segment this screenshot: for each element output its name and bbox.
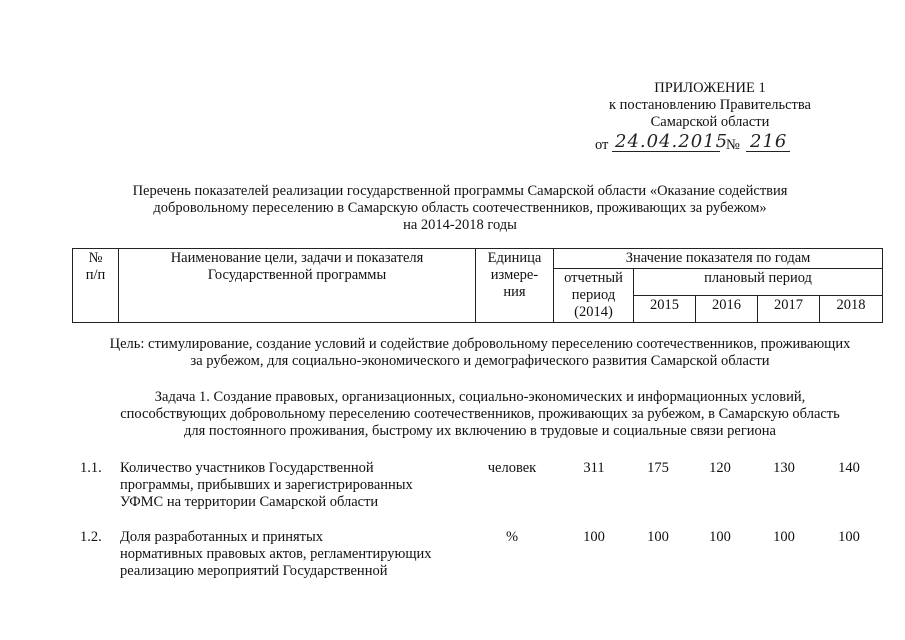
header-year-2018: 2018 <box>820 296 883 323</box>
row-value-2017: 130 <box>773 460 795 476</box>
title-line-2: добровольному переселению в Самарскую область соотечественников, проживающих за рубежом» <box>153 200 767 216</box>
header-reporting-period: отчетный период (2014) <box>554 269 634 323</box>
title-line-3: на 2014-2018 годы <box>403 217 517 233</box>
header-unit-cell: Единица измере- ния <box>476 249 554 323</box>
row-value-2015: 175 <box>647 460 669 476</box>
row-indicator-name: Доля разработанных и принятых нормативных правовых актов, регламентирующих реализацию мероприятий Государственной <box>120 529 432 579</box>
title-line-1: Перечень показателей реализации государственной программы Самарской области «Оказание содействия <box>132 183 788 199</box>
task-text: Задача 1. Создание правовых, организационных, социально-экономических и информационных условий, способствующих добровольному переселению соотечественников, проживающих за рубежом, в Самарскую область для постоянного проживания, быстрому их включению в трудовые и социальные связи региона <box>120 389 840 439</box>
row-unit: % <box>505 529 519 545</box>
appendix-line-1: к постановлению Правительства <box>609 97 811 113</box>
row-number: 1.2. <box>80 529 102 545</box>
header-number-cell: № п/п <box>73 249 119 323</box>
document-title <box>80 183 840 234</box>
handwritten-date: 24.04.2015 <box>615 131 729 152</box>
header-name-cell: Наименование цели, задачи и показателя Государственной программы <box>119 249 476 323</box>
row-value-2014: 100 <box>583 529 605 545</box>
row-number: 1.1. <box>80 460 102 476</box>
row-value-2018: 100 <box>838 529 860 545</box>
appendix-title: ПРИЛОЖЕНИЕ 1 <box>654 80 766 96</box>
header-year-2015: 2015 <box>634 296 696 323</box>
row-value-2017: 100 <box>773 529 795 545</box>
resolution-date-number <box>560 131 860 157</box>
number-label: № <box>726 137 740 153</box>
from-label: от <box>595 137 609 153</box>
row-value-2016: 120 <box>709 460 731 476</box>
indicators-table-header <box>72 248 883 323</box>
appendix-line-2: Самарской области <box>650 114 770 130</box>
appendix-block <box>560 80 860 157</box>
header-year-2016: 2016 <box>696 296 758 323</box>
header-planned-period: плановый период <box>634 269 883 296</box>
handwritten-number: 216 <box>750 131 788 152</box>
row-value-2016: 100 <box>709 529 731 545</box>
row-value-2015: 100 <box>647 529 669 545</box>
row-value-2014: 311 <box>583 460 605 476</box>
row-unit: человек <box>487 460 537 476</box>
row-indicator-name: Количество участников Государственной программы, прибывших и зарегистрированных УФМС на территории Самарской области <box>120 460 413 510</box>
goal-text: Цель: стимулирование, создание условий и содействие добровольному переселению соотечественников, проживающих за рубежом, для социально-экономического и демографического развития Самарской области <box>109 336 851 369</box>
header-values-group: Значение показателя по годам <box>554 249 883 269</box>
row-value-2018: 140 <box>838 460 860 476</box>
header-year-2017: 2017 <box>758 296 820 323</box>
